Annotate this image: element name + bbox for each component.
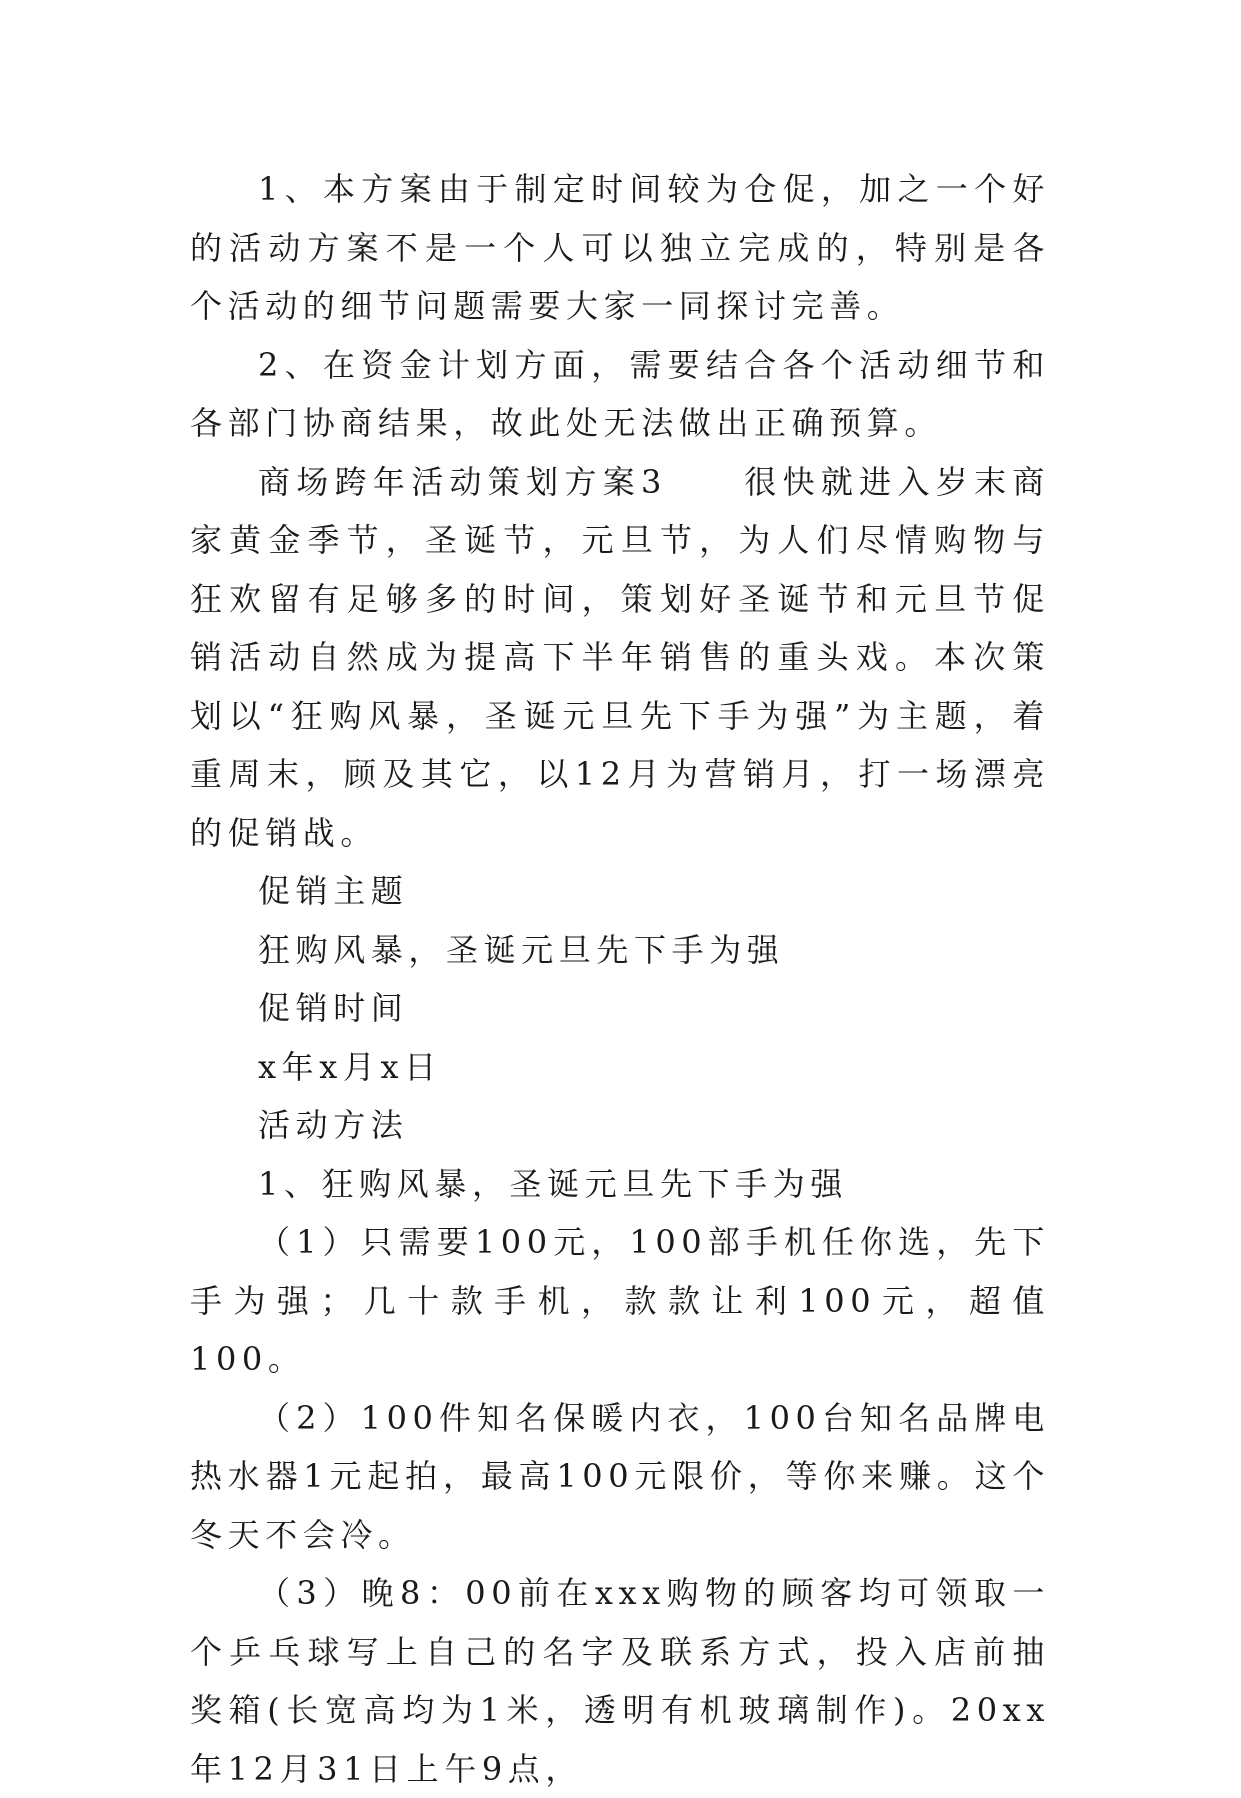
method-item-1-3: （3）晚8：00前在xxx购物的顾客均可领取一个乒乓球写上自己的名字及联系方式，投入店前抽奖箱(长宽高均为1米，透明有机玻璃制作)。20xx年12月31日上午9点， [190,1574,1050,1788]
heading-promotion-theme: 促销主题 [258,872,409,910]
heading-activity-method: 活动方法 [258,1106,409,1144]
method-item-1-1: （1）只需要100元，100部手机任你选，先下手为强；几十款手机，款款让利100元，超值100。 [190,1223,1050,1378]
promotion-theme-value: 狂购风暴，圣诞元旦先下手为强 [258,930,785,969]
heading-promotion-time: 促销时间 [258,989,409,1027]
method-item-1-2: （2）100件知名保暖内衣，100台知名品牌电热水器1元起拍，最高100元限价，等你来赚。这个冬天不会冷。 [190,1398,1050,1554]
method-item-1: 1、狂购风暴，圣诞元旦先下手为强 [258,1164,848,1203]
paragraph-plan-3-intro: 商场跨年活动策划方案3 很快就进入岁末商家黄金季节，圣诞节，元旦节，为人们尽情购物与狂欢留有足够多的时间，策划好圣诞节和元旦节促销活动自然成为提高下半年销售的重头戏。本次策划以“狂购风暴，圣诞元旦先下手为强”为主题，着重周末，顾及其它，以12月为营销月，打一场漂亮的促销战。 [190,462,1050,852]
promotion-time-value: x年x月x日 [258,1047,442,1086]
paragraph-note-1: 1、本方案由于制定时间较为仓促，加之一个好的活动方案不是一个人可以独立完成的，特别是各个活动的细节问题需要大家一同探讨完善。 [190,170,1050,325]
document-body [190,160,1050,1798]
paragraph-note-2: 2、在资金计划方面，需要结合各个活动细节和各部门协商结果，故此处无法做出正确预算。 [190,345,1050,442]
